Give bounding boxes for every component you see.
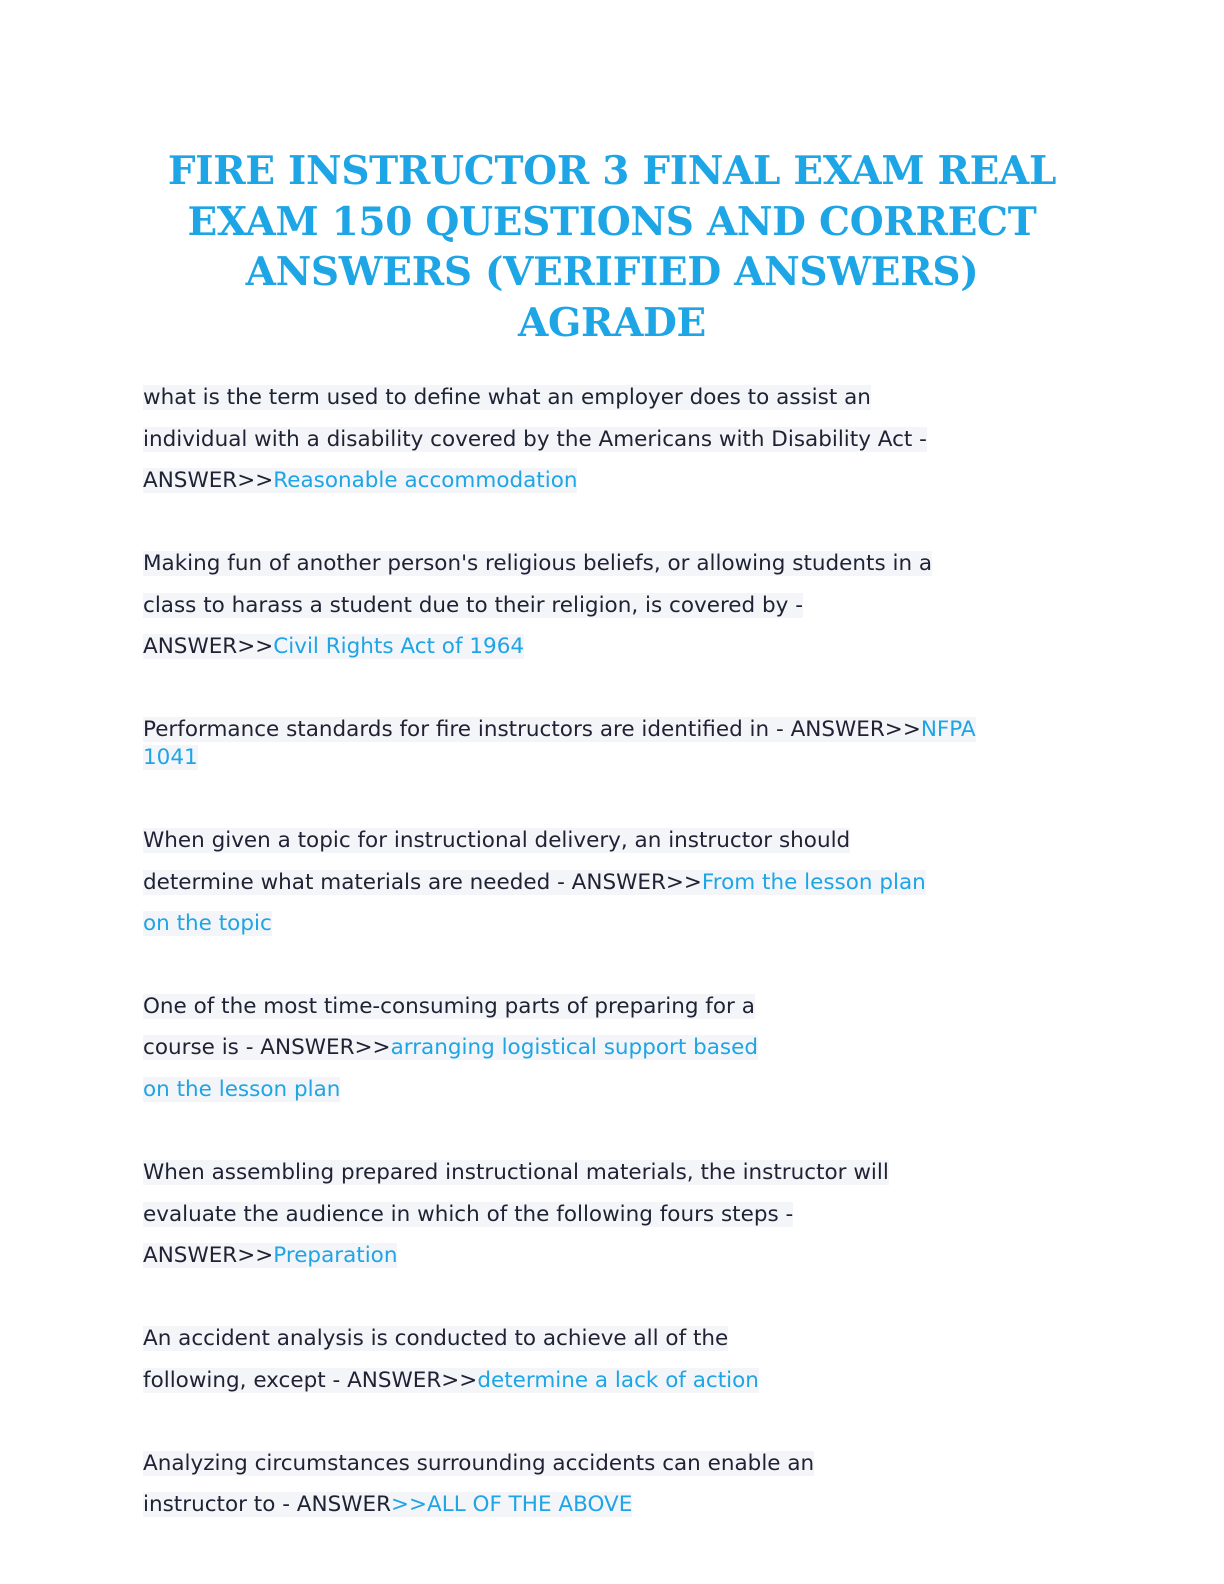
- question-line: When given a topic for instructional delivery, an instructor should: [143, 828, 851, 853]
- answer-text: Reasonable accommodation: [273, 468, 578, 493]
- title-line: EXAM 150 QUESTIONS AND CORRECT: [187, 198, 1037, 245]
- question-line: ANSWER>>Reasonable accommodation: [143, 468, 578, 493]
- answer-text: >>ALL OF THE ABOVE: [391, 1492, 633, 1517]
- answer-text: arranging logistical support based: [390, 1035, 759, 1060]
- question-line: determine what materials are needed - ANSWER>>From the lesson plan: [143, 870, 926, 895]
- answer-text: on the topic: [143, 911, 272, 936]
- question-line: class to harass a student due to their religion, is covered by -: [143, 593, 803, 618]
- answer-line: [143, 743, 198, 772]
- answer-text: on the lesson plan: [143, 1077, 341, 1102]
- answer-text: NFPA: [920, 717, 976, 742]
- document-title: [140, 146, 1084, 348]
- question-line: individual with a disability covered by the Americans with Disability Act -: [143, 427, 927, 452]
- question-line: When assembling prepared instructional materials, the instructor will: [143, 1160, 889, 1185]
- question-line: course is - ANSWER>>arranging logistical support based: [143, 1035, 759, 1060]
- answer-text: From the lesson plan: [701, 870, 926, 895]
- question-line: instructor to - ANSWER>>ALL OF THE ABOVE: [143, 1492, 633, 1517]
- question-line: Analyzing circumstances surrounding accidents can enable an: [143, 1451, 815, 1476]
- answer-text: 1041: [143, 745, 198, 770]
- title-line: ANSWERS (VERIFIED ANSWERS): [245, 249, 979, 295]
- question-line: ANSWER>>Preparation: [143, 1243, 398, 1268]
- title-line: AGRADE: [518, 299, 706, 346]
- question-line: ANSWER>>Civil Rights Act of 1964: [143, 634, 525, 659]
- question-line: One of the most time-consuming parts of preparing for a: [143, 994, 755, 1019]
- question-line: An accident analysis is conducted to achieve all of the: [143, 1326, 729, 1351]
- answer-line: [143, 909, 272, 938]
- answer-line: [143, 1075, 340, 1104]
- question-line: what is the term used to define what an employer does to assist an: [143, 385, 871, 410]
- question-line: Making fun of another person's religious beliefs, or allowing students in a: [143, 551, 933, 576]
- question-line: following, except - ANSWER>>determine a lack of action: [143, 1368, 759, 1393]
- answer-text: determine a lack of action: [477, 1368, 759, 1393]
- question-line: Performance standards for fire instructors are identified in - ANSWER>>NFPA: [143, 717, 976, 742]
- answer-text: Preparation: [273, 1243, 398, 1268]
- question-line: evaluate the audience in which of the following fours steps -: [143, 1202, 794, 1227]
- answer-text: Civil Rights Act of 1964: [273, 634, 525, 659]
- title-line: FIRE INSTRUCTOR 3 FINAL EXAM REAL: [167, 148, 1057, 194]
